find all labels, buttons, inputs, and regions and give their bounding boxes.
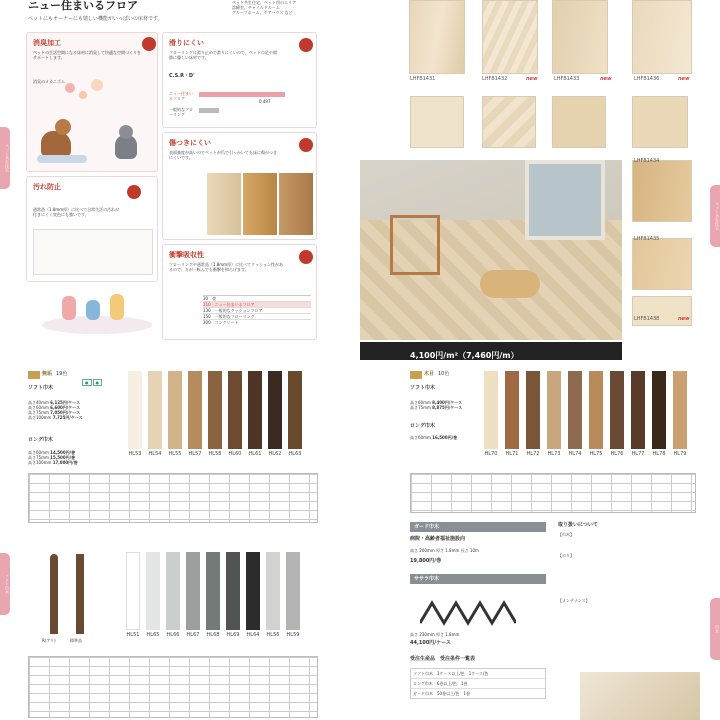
impact-value: 110 [203, 302, 211, 307]
page-top-right [360, 0, 710, 360]
swatch-code: HL62 [268, 451, 282, 457]
plain-baseboard-section [22, 355, 320, 525]
slip-bar-chart [169, 91, 309, 123]
stain-test-table [33, 229, 153, 275]
product-title: ロング巾木 [410, 423, 435, 429]
swatch-code: HL57 [188, 451, 202, 457]
price: 8,875円/ケース [432, 405, 463, 410]
swatch[interactable] [148, 371, 162, 449]
spec: 高さ75mm [28, 410, 49, 415]
handling-list [558, 532, 698, 603]
order-cell: 6巻以上/色 [436, 681, 457, 686]
handling-item: 【のり】 [558, 553, 574, 558]
sample-sku: LHF81436 [634, 76, 660, 82]
new-badge: new [678, 76, 690, 82]
paw-badge-icon [299, 38, 313, 52]
swatch-code: HL74 [568, 451, 582, 457]
swatch-code: HL68 [206, 632, 220, 638]
guard-price: 19,800円/巻 [410, 558, 442, 564]
swatch-code: HL51 [126, 632, 140, 638]
spec-tag: ● [82, 379, 92, 386]
price: 15,500円/巻 [50, 455, 76, 460]
swatch[interactable] [484, 371, 498, 449]
feature-slip [162, 32, 317, 128]
price: 6,600円/ケース [50, 405, 81, 410]
page-top-left [22, 0, 320, 340]
dog-photo [480, 270, 540, 298]
feature-stain [26, 176, 158, 282]
scratch-sample-1 [207, 173, 241, 235]
swatch[interactable] [673, 371, 687, 449]
swatch-row [484, 371, 694, 467]
order-cell: 50巻以上/色 [437, 691, 460, 696]
impact-label: ニュー住まいるフロア [214, 302, 255, 307]
swatch-code: HL73 [547, 451, 561, 457]
sample-tile[interactable] [632, 160, 692, 222]
plain2-baseboard-section [22, 548, 320, 720]
swatch[interactable] [228, 371, 242, 449]
swatch[interactable] [652, 371, 666, 449]
swatch[interactable] [246, 552, 260, 630]
sample-sku: LHF81431 [410, 76, 436, 82]
feature-body: 表面強度が高いのでペットが爪で引っかいても床に傷がつきにくいです。 [169, 150, 277, 160]
order-cell: ガード巾木 [413, 691, 433, 696]
swatch[interactable] [166, 552, 180, 630]
baseboard-profile [76, 554, 84, 634]
swatch-code: HL58 [208, 451, 222, 457]
swatch-row [128, 371, 318, 467]
interior-photo [580, 672, 700, 720]
scratch-sample-2 [243, 173, 277, 235]
swatch-code: HL59 [286, 632, 300, 638]
profile-label: R(アリ) [42, 638, 56, 643]
new-badge: new [600, 76, 612, 82]
spec: 高さ40mm [28, 400, 49, 405]
swatch-code: HL72 [526, 451, 540, 457]
stock-table [28, 473, 318, 523]
swatch-code: HL79 [673, 451, 687, 457]
slip-label: C.S.R・D' [169, 73, 195, 79]
sasara-title: ササラ巾木 [414, 576, 440, 582]
swatch[interactable] [266, 552, 280, 630]
new-badge: new [678, 316, 690, 322]
spec: 高さ60mm [410, 435, 431, 440]
wood-baseboard-section [410, 355, 700, 525]
feature-body: フローリングや通常品（1.8mm厚）に比べてクッション性があるので、万が一転んでも衝撃を和らげます。 [169, 262, 283, 272]
order-cell: 1ケース/色 [468, 671, 489, 676]
guard-title: ガード巾木 [414, 524, 440, 530]
spec: 高さ100mm [28, 415, 52, 420]
baseboard-profile [50, 554, 58, 634]
sample-sku: LHF81438 [634, 316, 660, 322]
price-bar-text: 4,100円/m²（7,460円/m） [410, 351, 519, 360]
stock-table [28, 656, 318, 718]
feature-title: 汚れ防止 [33, 183, 61, 191]
feature-list [232, 0, 322, 15]
layout-sample[interactable] [552, 96, 606, 148]
page-title: ニュー住まいるフロア [28, 0, 138, 12]
sasara-diagram [420, 588, 516, 628]
sample-tile[interactable] [409, 0, 465, 74]
color-count: 10色 [438, 371, 450, 377]
feature-impact [162, 244, 317, 340]
impact-label: 一般的なフローリング [214, 314, 255, 319]
sample-sku: LHF81433 [554, 76, 580, 82]
price: 17,000円/巻 [52, 460, 78, 465]
swatch-code: HL77 [631, 451, 645, 457]
feature-title: 衝撃吸収性 [169, 251, 204, 259]
price: 8,400円/ケース [432, 400, 463, 405]
impact-label: 一般的なクッションフロア [214, 308, 263, 313]
paw-badge-icon [299, 250, 313, 264]
feature-item: グループホーム、ケアハウス など [232, 10, 293, 15]
price: 7,725円/ケース [52, 415, 83, 420]
feature-title: 滑りにくい [169, 39, 204, 47]
swatch-code: HL63 [288, 451, 302, 457]
feature-body: 通常品（1.8mm厚）に比べて日常生活の汚れが付きにくく変色にも強いです。 [33, 207, 120, 217]
swatch-code: HL70 [484, 451, 498, 457]
sample-tile[interactable] [632, 238, 692, 290]
swatch[interactable] [589, 371, 603, 449]
sasara-price: 44,100円/ケース [410, 640, 451, 646]
sample-tile[interactable] [482, 0, 538, 74]
scratch-sample-3 [279, 173, 313, 235]
spec: 高さ75mm [410, 405, 431, 410]
feature-title: 消臭加工 [33, 39, 61, 47]
swatch[interactable] [128, 371, 142, 449]
swatch[interactable] [188, 371, 202, 449]
swatch[interactable] [631, 371, 645, 449]
feature-deodorize [26, 32, 158, 172]
spec: 高さ100mm [28, 460, 52, 465]
category-badge: 無垢 [42, 371, 53, 377]
swatch-code: HL66 [166, 632, 180, 638]
side-tab-left-bottom[interactable]: ソフト巾木 [0, 553, 10, 615]
guard-note: 高さ 200mm 厚さ 1.8mm 長さ 10m [410, 548, 479, 553]
product-title: ソフト巾木 [28, 385, 54, 391]
order-cell: 1巻 [460, 681, 468, 686]
swatch[interactable] [286, 552, 300, 630]
layout-sample[interactable] [482, 96, 536, 148]
side-table [390, 215, 440, 275]
bar-label: 一般的なフローリング [169, 107, 193, 117]
swatch-code: HL78 [652, 451, 666, 457]
order-table-title: 受注生産品 受注条件一覧表 [410, 656, 476, 662]
swatch-code: HL64 [246, 632, 260, 638]
spec: 高さ60mm [28, 405, 49, 410]
layout-sample[interactable] [410, 96, 464, 148]
swatch[interactable] [168, 371, 182, 449]
swatch[interactable] [288, 371, 302, 449]
spec: 高さ60mm [28, 450, 49, 455]
swatch[interactable] [206, 552, 220, 630]
swatch-code: HL71 [505, 451, 519, 457]
swatch[interactable] [610, 371, 624, 449]
feature-item: ペット共生住宅、ペット用のエリア [232, 0, 296, 5]
special-baseboard-section [410, 522, 710, 720]
swatch-code: HL56 [266, 632, 280, 638]
impact-label: 畳 [212, 296, 217, 301]
swatch[interactable] [248, 371, 262, 449]
swatch[interactable] [268, 371, 282, 449]
swatch[interactable] [208, 371, 222, 449]
swatch[interactable] [505, 371, 519, 449]
swatch-code: HL60 [228, 451, 242, 457]
impact-value: 150 [203, 314, 211, 319]
soft-price-list [28, 400, 128, 420]
new-badge: new [526, 76, 538, 82]
room-photo [360, 160, 622, 340]
order-table [410, 668, 546, 699]
long-price-list [28, 450, 128, 465]
swatch[interactable] [547, 371, 561, 449]
stock-table [410, 473, 696, 513]
side-tab-left-top[interactable]: ペット共生住宅 [0, 127, 10, 189]
spec: 高さ75mm [28, 455, 49, 460]
guard-subtitle: 病院・高齢者福祉施設向 [410, 536, 466, 542]
layout-sample[interactable] [632, 96, 688, 148]
swatch-code: HL69 [226, 632, 240, 638]
feature-scratch [162, 132, 317, 240]
product-title: ソフト巾木 [410, 385, 436, 391]
product-title: ロング巾木 [28, 437, 53, 443]
family-illustration [42, 286, 152, 338]
paw-badge-icon [142, 37, 156, 51]
cat-illustration [109, 125, 145, 165]
price: 14,500円/巻 [50, 450, 76, 455]
feature-item: 診療室、チャイルドルーム [232, 5, 280, 10]
feature-body: フローリングは滑り止めで滑りにくいので、ペットの足や関節に優しい床材です。 [169, 50, 277, 60]
color-count: 19色 [56, 371, 68, 377]
price: 6,125円/ケース [50, 400, 81, 405]
slip-bar-secondary [199, 108, 219, 113]
swatch-code: HL61 [248, 451, 262, 457]
price: 16,500円/巻 [432, 435, 458, 440]
swatch-code: HL54 [148, 451, 162, 457]
impact-value: 30 [203, 296, 209, 301]
swatch[interactable] [568, 371, 582, 449]
sample-tile[interactable] [632, 0, 692, 74]
swatch[interactable] [146, 552, 160, 630]
feature-body: ペットの生活空間になる床材に消臭して快適な空間づくりをサポートします。 [33, 50, 141, 60]
mechanism-label: 消臭のメカニズム [33, 79, 65, 84]
handling-item: 【巾木】 [558, 532, 574, 537]
spec: 高さ60mm [410, 400, 431, 405]
dog-illustration [33, 115, 101, 167]
impact-table [203, 295, 311, 325]
slip-bar-primary [199, 92, 285, 97]
swatch-code: HL55 [168, 451, 182, 457]
order-cell: ソフト巾木 [413, 671, 433, 676]
bar-label: ニュー住まいるフロア [169, 91, 193, 101]
paw-badge-icon [299, 138, 313, 152]
handling-title: 取り扱いについて [558, 522, 598, 528]
swatch-code: HL75 [589, 451, 603, 457]
order-cell: 1ケース以上/色 [437, 671, 465, 676]
sample-sku: LHF81434 [634, 158, 660, 164]
sample-sku: LHF81432 [482, 76, 508, 82]
swatch[interactable] [126, 552, 140, 630]
side-tab-right-bottom[interactable]: 巾木 [710, 598, 720, 660]
swatch[interactable] [526, 371, 540, 449]
window [525, 160, 605, 240]
order-cell: ロング巾木 [413, 681, 433, 686]
sample-sku: LHF81435 [634, 236, 660, 242]
impact-label: コンクリート [214, 320, 239, 325]
swatch-code: HL76 [610, 451, 624, 457]
sample-tile[interactable] [552, 0, 608, 74]
sasara-note: 高さ 230mm 厚さ 1.8mm [410, 632, 460, 637]
molecule-diagram [65, 79, 115, 109]
swatch-code: HL67 [186, 632, 200, 638]
impact-value: 130 [203, 308, 211, 313]
swatch-code: HL65 [146, 632, 160, 638]
slip-value: 0.497 [259, 99, 271, 104]
category-badge: 木目 [424, 371, 435, 377]
swatch[interactable] [226, 552, 240, 630]
page-subtitle: ペットにもオーナーにも嬉しい機能がいっぱいの床材です。 [28, 16, 163, 22]
profile-label: 標準品 [70, 638, 82, 643]
order-cell: 1巻 [463, 691, 470, 696]
swatch-row [126, 552, 316, 648]
price: 7,050円/ケース [50, 410, 81, 415]
paw-badge-icon [127, 185, 141, 199]
handling-item: 【メンテナンス】 [558, 598, 590, 603]
swatch[interactable] [186, 552, 200, 630]
impact-value: 300 [203, 320, 211, 325]
side-tab-right-top[interactable]: ペット共生住宅 [710, 185, 720, 247]
spec-tag: ● [93, 379, 103, 386]
swatch-code: HL53 [128, 451, 142, 457]
feature-title: 傷つきにくい [169, 139, 211, 147]
